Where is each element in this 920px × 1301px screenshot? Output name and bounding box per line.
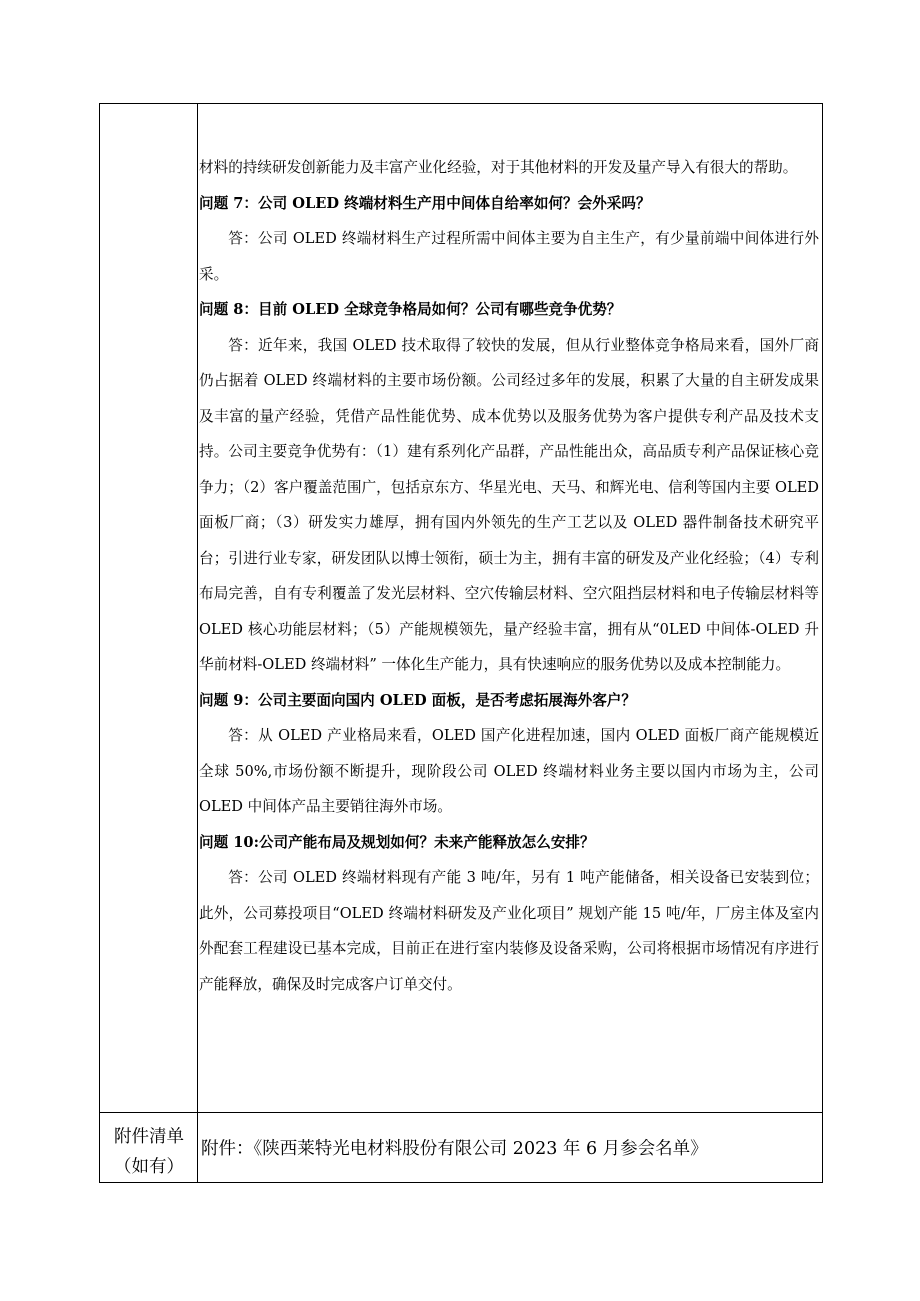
left-label-column xyxy=(100,104,198,1182)
document-table xyxy=(99,103,823,1183)
paragraph-continuation: 材料的持续研发创新能力及丰富产业化经验，对于其他材料的开发及量产导入有很大的帮助。 xyxy=(199,159,798,176)
attachment-label-line1: 附件清单 xyxy=(114,1127,184,1147)
answer-8: 答：近年来，我国 OLED 技术取得了较快的发展，但从行业整体竞争格局来看，国外厂商仍占据着 OLED 终端材料的主要市场份额。公司经过多年的发展，积累了大量的自主研发成果及丰富的量产经验，凭借产品性能优势、成本优势以及服务优势为客户提供专利产品及技术支持。公司主要竞争优势有：（1）建有系列化产品群，产品性能出众，高品质专利产品保证核心竞争力；（2）客户覆盖范围广，包括京东方、华星光电、天马、和辉光电、信利等国内主要 OLED 面板厂商；（3）研发实力雄厚，拥有国内外领先的生产工艺以及 OLED 器件制备技术研究平台；引进行业专家，研发团队以博士领衔，硕士为主，拥有丰富的研发及产业化经验；（4）专利布局完善，自有专利覆盖了发光层材料、空穴传输层材料、空穴阻挡层材料和电子传输层材料等 OLED 核心功能层材料；（5）产能规模领先，量产经验丰富，拥有从“0LED 中间体-OLED 升华前材料-OLED 终端材料” 一体化生产能力，具有快速响应的服务优势以及成本控制能力。 xyxy=(199,336,819,673)
question-7: 问题 7：公司 OLED 终端材料生产用中间体自给率如何？会外采吗？ xyxy=(199,194,651,212)
attachment-text: 附件：《陕西莱特光电材料股份有限公司 2023 年 6 月参会名单》 xyxy=(201,1139,708,1159)
answer-9: 答：从 OLED 产业格局来看，OLED 国产化进程加速，国内 OLED 面板厂商产能规模近全球 50%,市场份额不断提升，现阶段公司 OLED 终端材料业务主要以国内市场为主，公司 OLED 中间体产品主要销往海外市场。 xyxy=(199,727,819,815)
answer-10: 答：公司 OLED 终端材料现有产能 3 吨/年，另有 1 吨产能储备，相关设备已安装到位；此外，公司募投项目“OLED 终端材料研发及产业化项目” 规划产能 15 吨/年，厂房主体及室内外配套工程建设已基本完成，目前正在进行室内装修及设备采购，公司将根据市场情况有序进行产能释放，确保及时完成客户订单交付。 xyxy=(199,869,819,993)
question-8: 问题 8：目前 OLED 全球竞争格局如何？公司有哪些竞争优势？ xyxy=(199,301,622,318)
answer-7: 答：公司 OLED 终端材料生产过程所需中间体主要为自主生产，有少量前端中间体进行外采。 xyxy=(199,230,819,283)
question-10: 问题 10:公司产能布局及规划如何？未来产能释放怎么安排？ xyxy=(199,833,595,851)
question-9: 问题 9：公司主要面向国内 OLED 面板，是否考虑拓展海外客户？ xyxy=(199,691,636,709)
qa-content xyxy=(199,150,819,1002)
attachment-label-line2: （如有） xyxy=(114,1157,184,1177)
row-divider xyxy=(100,1112,822,1113)
attachment-label xyxy=(100,1114,198,1182)
